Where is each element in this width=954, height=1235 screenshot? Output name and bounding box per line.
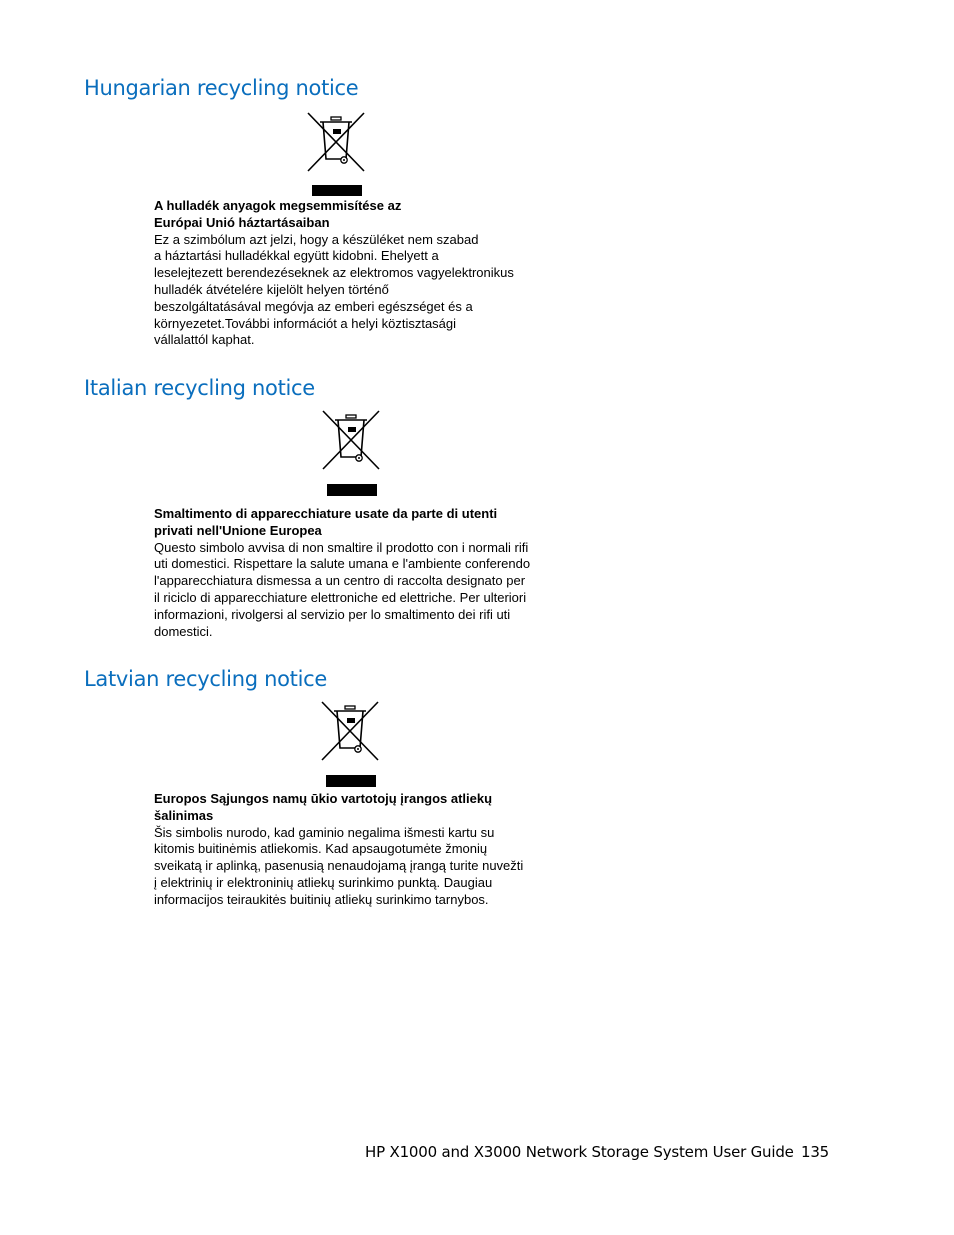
notice-body-line: Šis simbolis nurodo, kad gaminio negalima išmesti kartu su [154,824,495,840]
black-bar-latvian [326,775,376,787]
page-footer [365,1143,830,1161]
notice-title-italian [154,506,584,540]
black-bar-italian [327,484,377,496]
notice-body-line: Ez a szimbólum azt jelzi, hogy a készüléket nem szabad [154,231,479,247]
notice-italian [154,506,584,640]
notice-body-line: sveikatą ir aplinką, pasenusią nenaudojamą įrangą turite nuvežti [154,858,524,874]
notice-body-line: leselejtezett berendezéseknek az elektromos vagyelektronikus [154,265,514,281]
notice-body-line: hulladék átvételére kijelölt helyen történő [154,281,389,297]
notice-body-line: uti domestici. Rispettare la salute umana e l'ambiente conferendo [154,556,531,572]
crossed-out-wheeled-bin-icon [320,700,380,762]
notice-title-line: Smaltimento di apparecchiature usate da parte di utenti [154,506,498,521]
notice-body-line: informazioni, rivolgersi al servizio per lo smaltimento dei rifi uti [154,606,511,622]
notice-title-line: šalinimas [154,807,214,823]
notice-body-line: kitomis buitinėmis atliekomis. Kad apsaugotumėte žmonių [154,841,488,857]
notice-title-line: A hulladék anyagok megsemmisítése az [154,198,402,213]
notice-body-italian [154,540,584,641]
notice-title-hungarian [154,198,574,232]
notice-body-line: domestici. [154,623,213,639]
notice-title-latvian [154,791,574,825]
section-heading-hungarian: Hungarian recycling notice [84,76,359,100]
notice-body-line: a háztartási hulladékkal együtt kidobni. Ehelyett a [154,248,439,264]
notice-body-line: vállalattól kaphat. [154,332,255,348]
notice-body-line: környezetet.További információt a helyi köztisztasági [154,315,457,331]
footer-guide-title: HP X1000 and X3000 Network Storage System User Guide [365,1143,794,1161]
notice-body-line: Questo simbolo avvisa di non smaltire il prodotto con i normali rifi [154,539,529,555]
notice-title-line: privati nell'Unione Europea [154,522,322,538]
crossed-out-wheeled-bin-icon [321,409,381,471]
notice-body-latvian [154,825,574,909]
notice-body-hungarian [154,232,574,350]
crossed-out-wheeled-bin-icon [306,111,366,173]
notice-title-line: Európai Unió háztartásaiban [154,214,330,230]
notice-body-line: informacijos teiraukitės buitinių atliekų surinkimo tarnybos. [154,891,489,907]
notice-body-line: l'apparecchiatura dismessa a un centro di raccolta designato per [154,573,526,589]
notice-latvian [154,791,574,909]
notice-body-line: beszolgáltatásával megóvja az emberi egészséget és a [154,298,473,314]
section-heading-italian: Italian recycling notice [84,376,315,400]
notice-title-line: Europos Sąjungos namų ūkio vartotojų įrangos atliekų [154,791,493,806]
notice-hungarian [154,198,574,349]
notice-body-line: il riciclo di apparecchiature elettroniche ed elettriche. Per ulteriori [154,589,527,605]
black-bar-hungarian [312,185,362,196]
page-number: 135 [801,1143,830,1161]
section-heading-latvian: Latvian recycling notice [84,667,328,691]
notice-body-line: į elektrinių ir elektroninių atliekų surinkimo punktą. Daugiau [154,874,493,890]
